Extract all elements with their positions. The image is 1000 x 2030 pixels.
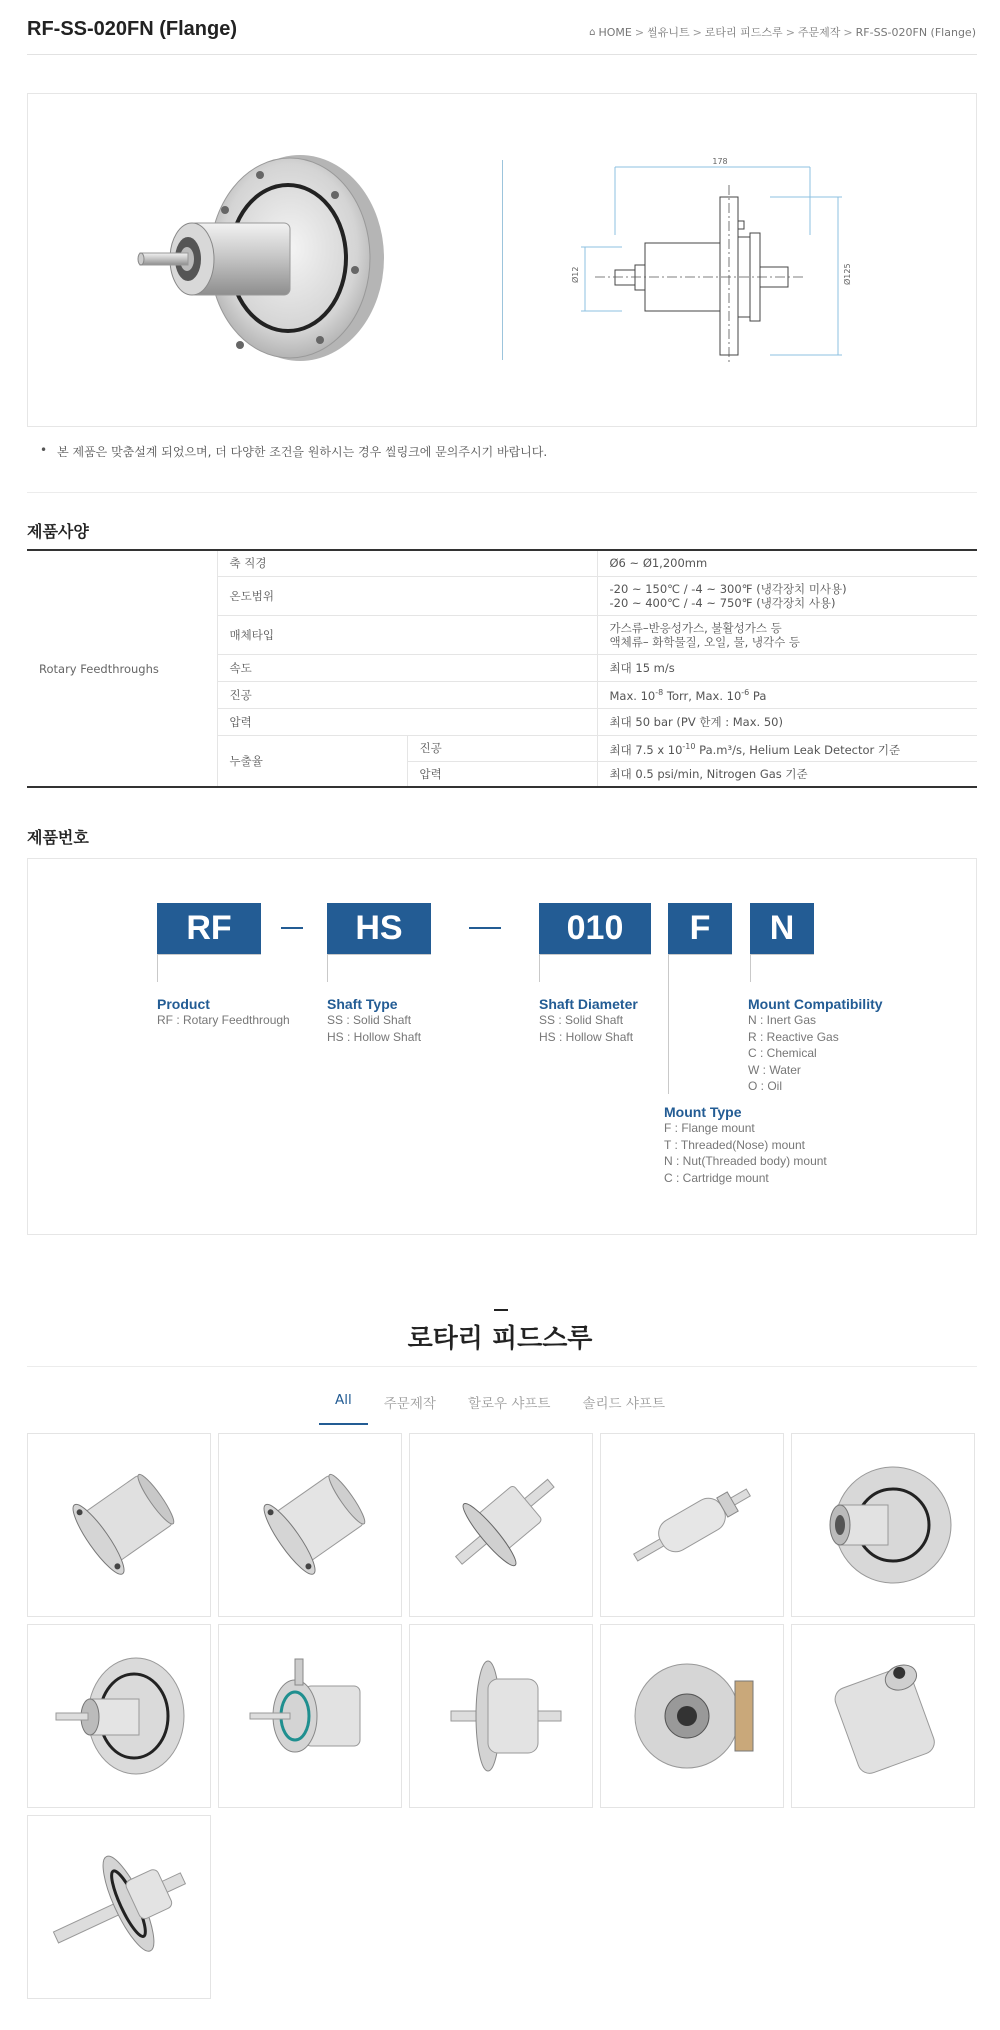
product-label: Product [157, 996, 210, 1012]
mount-compat-line: R : Reactive Gas [748, 1029, 839, 1044]
spec-label: 진공 [217, 681, 597, 708]
spec-value [597, 735, 977, 761]
spec-value: 최대 15 m/s [597, 654, 977, 681]
product-card[interactable] [27, 1815, 211, 1999]
spec-value: Ø6 ~ Ø1,200mm [597, 550, 977, 576]
spec-value [597, 576, 977, 615]
spec-sublabel: 진공 [407, 735, 597, 761]
product-thumbnail [808, 1450, 958, 1600]
spec-label: 누출율 [217, 735, 407, 787]
code-shaft-type: HS [327, 903, 431, 954]
custom-design-notice [40, 443, 547, 460]
tab-custom[interactable]: 주문제작 [383, 1396, 436, 1412]
value-part: 최대 7.5 x 10 [609, 742, 683, 757]
category-title-mark [494, 1309, 508, 1311]
product-thumbnail [235, 1450, 385, 1600]
code-connector [157, 954, 261, 982]
product-thumbnail [44, 1832, 194, 1982]
spec-value [597, 681, 977, 708]
code-product: RF [157, 903, 261, 954]
spec-sublabel: 압력 [407, 761, 597, 787]
spec-value: 최대 50 bar (PV 한계 : Max. 50) [597, 708, 977, 735]
product-card[interactable] [218, 1433, 402, 1617]
shaft-diameter-label: Shaft Diameter [539, 996, 638, 1012]
code-mount-compat: N [750, 903, 814, 954]
mount-compat-line: C : Chemical [748, 1046, 817, 1060]
mount-compat-line: N : Inert Gas [748, 1013, 817, 1027]
value-part: Pa [749, 688, 767, 703]
spec-row-diameter [27, 550, 977, 576]
value-part: Pa.m³/s, Helium Leak Detector 기준 [695, 742, 901, 757]
dimension-shaft: Ø12 [571, 266, 580, 283]
breadcrumb-separator: > [843, 25, 853, 39]
product-line: RF : Rotary Feedthrough [157, 1013, 290, 1027]
product-card[interactable] [409, 1433, 593, 1617]
mount-type-line: C : Cartridge mount [664, 1170, 769, 1185]
breadcrumb-separator: > [785, 25, 795, 39]
breadcrumb-current[interactable]: RF-SS-020FN (Flange) [855, 25, 976, 39]
product-thumbnail [617, 1450, 767, 1600]
code-dash [469, 927, 501, 929]
tab-all[interactable]: All [319, 1392, 368, 1425]
shaft-type-label: Shaft Type [327, 996, 398, 1012]
spec-category: Rotary Feedthroughs [27, 550, 217, 787]
notice-divider [27, 492, 977, 493]
category-divider [27, 1366, 977, 1367]
product-card[interactable] [27, 1433, 211, 1617]
product-card[interactable] [409, 1624, 593, 1808]
breadcrumb [589, 24, 976, 40]
dimension-flange: Ø125 [843, 263, 852, 285]
spec-label: 온도범위 [217, 576, 597, 615]
spec-label: 축 직경 [217, 550, 597, 576]
code-dash [281, 927, 303, 929]
product-card[interactable] [27, 1624, 211, 1808]
breadcrumb-rotary-feedthrough[interactable]: 로타리 피드스루 [704, 26, 783, 39]
home-icon: ⌂ [589, 26, 596, 38]
product-card[interactable] [600, 1433, 784, 1617]
mount-type-line: N : Nut(Threaded body) mount [664, 1154, 827, 1168]
tab-hollow-shaft[interactable]: 할로우 샤프트 [467, 1396, 551, 1412]
dimension-length: 178 [712, 157, 728, 166]
header-divider [27, 54, 977, 55]
spec-value [597, 615, 977, 654]
product-photo [130, 155, 390, 370]
spec-table [27, 549, 977, 788]
spec-value-line: 액체류– 화학물질, 오일, 물, 냉각수 등 [609, 634, 801, 649]
spec-value-line: -20 ~ 150℃ / -4 ~ 300℉ (냉각장치 미사용) [609, 581, 847, 596]
category-tabs [0, 1392, 1000, 1425]
shaft-diameter-desc [539, 996, 638, 1045]
shaft-type-desc [327, 996, 421, 1045]
product-thumbnail [44, 1450, 194, 1600]
product-thumbnail [44, 1641, 194, 1791]
product-thumbnail [426, 1641, 576, 1791]
product-desc [157, 996, 290, 1029]
spec-section-title: 제품사양 [27, 522, 89, 541]
shaft-diameter-line: HS : Hollow Shaft [539, 1029, 634, 1044]
product-card[interactable] [791, 1433, 975, 1617]
page-title: RF-SS-020FN (Flange) [27, 18, 238, 40]
partnumber-section-title: 제품번호 [27, 828, 89, 847]
value-exponent: -8 [655, 688, 664, 698]
product-thumbnail [235, 1641, 385, 1791]
spec-value: 최대 0.5 psi/min, Nitrogen Gas 기준 [597, 761, 977, 787]
shaft-diameter-line: SS : Solid Shaft [539, 1013, 624, 1027]
value-part: Torr, Max. 10 [663, 688, 742, 703]
code-mount-type: F [668, 903, 732, 954]
product-grid [27, 1433, 977, 1999]
notice-text: 본 제품은 맞춤설계 되었으며, 더 다양한 조건을 원하시는 경우 씰링크에 문의주시기 바랍니다. [57, 445, 548, 459]
spec-label: 압력 [217, 708, 597, 735]
spec-label: 속도 [217, 654, 597, 681]
value-part: Max. 10 [609, 688, 656, 703]
technical-drawing [570, 155, 910, 370]
mount-compat-line: O : Oil [748, 1079, 783, 1093]
code-connector [668, 954, 732, 1094]
code-connector [327, 954, 431, 982]
category-title: 로타리 피드스루 [407, 1324, 593, 1354]
code-connector [750, 954, 814, 982]
shaft-type-line: HS : Hollow Shaft [327, 1029, 422, 1044]
product-thumbnail [426, 1450, 576, 1600]
mount-compat-desc [748, 996, 883, 1095]
code-connector [539, 954, 651, 982]
mount-type-line: T : Threaded(Nose) mount [664, 1137, 805, 1152]
product-card[interactable] [791, 1624, 975, 1808]
spec-label: 매체타입 [217, 615, 597, 654]
product-card[interactable] [600, 1624, 784, 1808]
breadcrumb-separator: > [634, 25, 645, 39]
breadcrumb-separator: > [692, 25, 702, 39]
product-thumbnail [808, 1641, 958, 1791]
breadcrumb-custom[interactable]: 주문제작 [797, 26, 841, 39]
value-exponent: -6 [741, 688, 750, 698]
mount-type-line: F : Flange mount [664, 1121, 755, 1135]
value-exponent: -10 [682, 741, 696, 751]
breadcrumb-seal-unit[interactable]: 씰유니트 [647, 26, 690, 39]
product-card[interactable] [218, 1624, 402, 1808]
product-thumbnail [617, 1641, 767, 1791]
shaft-type-line: SS : Solid Shaft [327, 1013, 412, 1027]
bullet-icon: • [40, 443, 48, 457]
spec-value-line: 가스류–반응성가스, 불활성가스 등 [609, 620, 782, 635]
mount-type-desc [664, 1104, 827, 1186]
mount-compat-label: Mount Compatibility [748, 996, 883, 1012]
mount-compat-line: W : Water [748, 1062, 801, 1077]
image-divider [502, 160, 503, 360]
spec-value-line: -20 ~ 400℃ / -4 ~ 750℉ (냉각장치 사용) [609, 595, 836, 610]
tab-solid-shaft[interactable]: 솔리드 샤프트 [582, 1396, 665, 1412]
mount-type-label: Mount Type [664, 1104, 742, 1120]
breadcrumb-home[interactable]: HOME [598, 25, 632, 39]
code-shaft-diameter: 010 [539, 903, 651, 954]
